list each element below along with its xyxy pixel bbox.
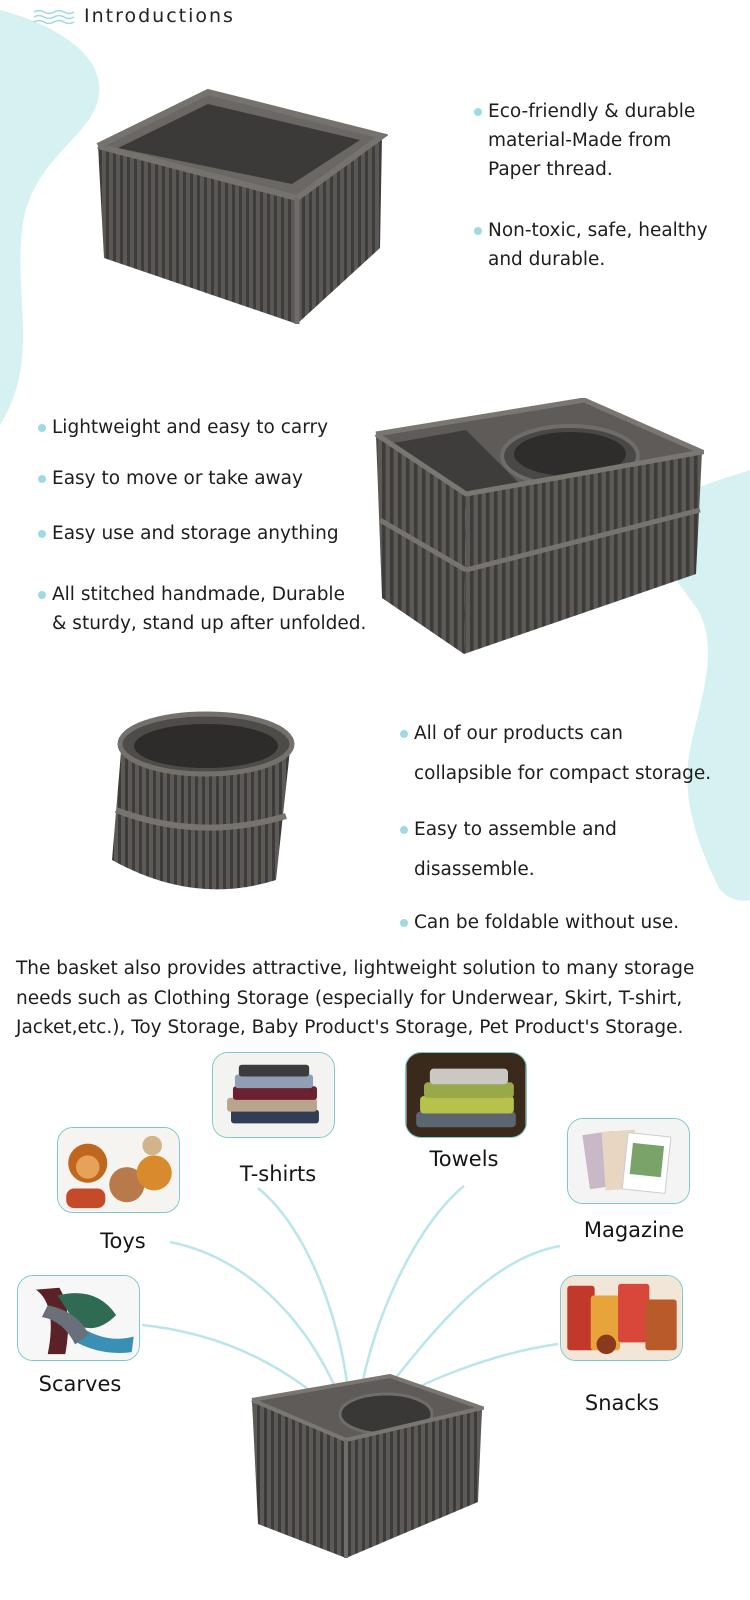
bullet-text-line: Easy to move or take away	[52, 468, 303, 489]
snacks-image	[560, 1275, 683, 1361]
towels-label: Towels	[429, 1147, 499, 1171]
bullet-text-line: collapsible for compact storage.	[414, 763, 712, 784]
header-title: Introductions	[84, 5, 235, 27]
feature-bullet	[38, 580, 378, 638]
scarves-label: Scarves	[38, 1372, 122, 1396]
feature-bullet	[474, 97, 734, 184]
bullet-text-line: & sturdy, stand up after unfolded.	[52, 613, 367, 634]
bullet-text-line: material-Made from	[488, 130, 672, 151]
bullet-text-line: All stitched handmade, Durable	[52, 584, 345, 605]
section-header	[32, 4, 235, 28]
feature-bullet	[400, 908, 730, 937]
bullet-text-line: All of our products can	[414, 723, 623, 744]
basket-set-image-bottom	[250, 1374, 484, 1560]
bullet-dot-icon	[400, 826, 408, 834]
bullet-dot-icon	[400, 730, 408, 738]
bullet-dot-icon	[38, 424, 46, 432]
bullet-text-line: and durable.	[488, 249, 606, 270]
snacks-label: Snacks	[584, 1391, 660, 1415]
bullet-dot-icon	[474, 108, 482, 116]
bullet-dot-icon	[38, 591, 46, 599]
feature-bullet	[38, 519, 378, 548]
bullet-dot-icon	[474, 227, 482, 235]
description-paragraph: The basket also provides attractive, lightweight solution to many storage needs such as Clothing Storage (especially for Underwear, Skirt, T-shirt, Jacket,etc.), Toy Storage, Baby Product's Storage, Pet Product's Storage.	[16, 958, 695, 1038]
bullet-text-line: Paper thread.	[488, 159, 613, 180]
basket-set-image	[374, 398, 704, 656]
feature-bullet	[38, 413, 378, 442]
bullet-dot-icon	[400, 919, 408, 927]
basket-image-round	[104, 710, 296, 898]
bullet-text-line: Eco-friendly & durable	[488, 101, 696, 122]
bullet-dot-icon	[38, 475, 46, 483]
feature-list-1	[474, 97, 734, 274]
bullet-text-line: Non-toxic, safe, healthy	[488, 220, 708, 241]
feature-bullet	[474, 216, 734, 274]
bullet-text-line: Easy to assemble and	[414, 819, 617, 840]
magazine-label: Magazine	[583, 1218, 685, 1242]
bullet-text-line: Easy use and storage anything	[52, 523, 339, 544]
basket-image-rectangular	[92, 88, 388, 328]
bullet-text-line: disassemble.	[414, 859, 535, 880]
feature-bullet	[38, 464, 378, 493]
towels-image	[405, 1052, 527, 1138]
magazine-image	[567, 1118, 690, 1204]
tshirts-image	[212, 1052, 335, 1138]
feature-bullet	[400, 810, 730, 890]
toys-label: Toys	[100, 1229, 146, 1253]
wave-icon	[32, 8, 76, 24]
toys-image	[57, 1127, 180, 1213]
feature-list-3	[400, 714, 730, 937]
bullet-text-line: Lightweight and easy to carry	[52, 417, 329, 438]
scarves-image	[17, 1275, 140, 1361]
bullet-text-line: Can be foldable without use.	[414, 912, 680, 933]
tshirts-label: T-shirts	[239, 1162, 317, 1186]
feature-bullet	[400, 714, 730, 794]
bullet-dot-icon	[38, 530, 46, 538]
feature-list-2	[38, 413, 378, 638]
